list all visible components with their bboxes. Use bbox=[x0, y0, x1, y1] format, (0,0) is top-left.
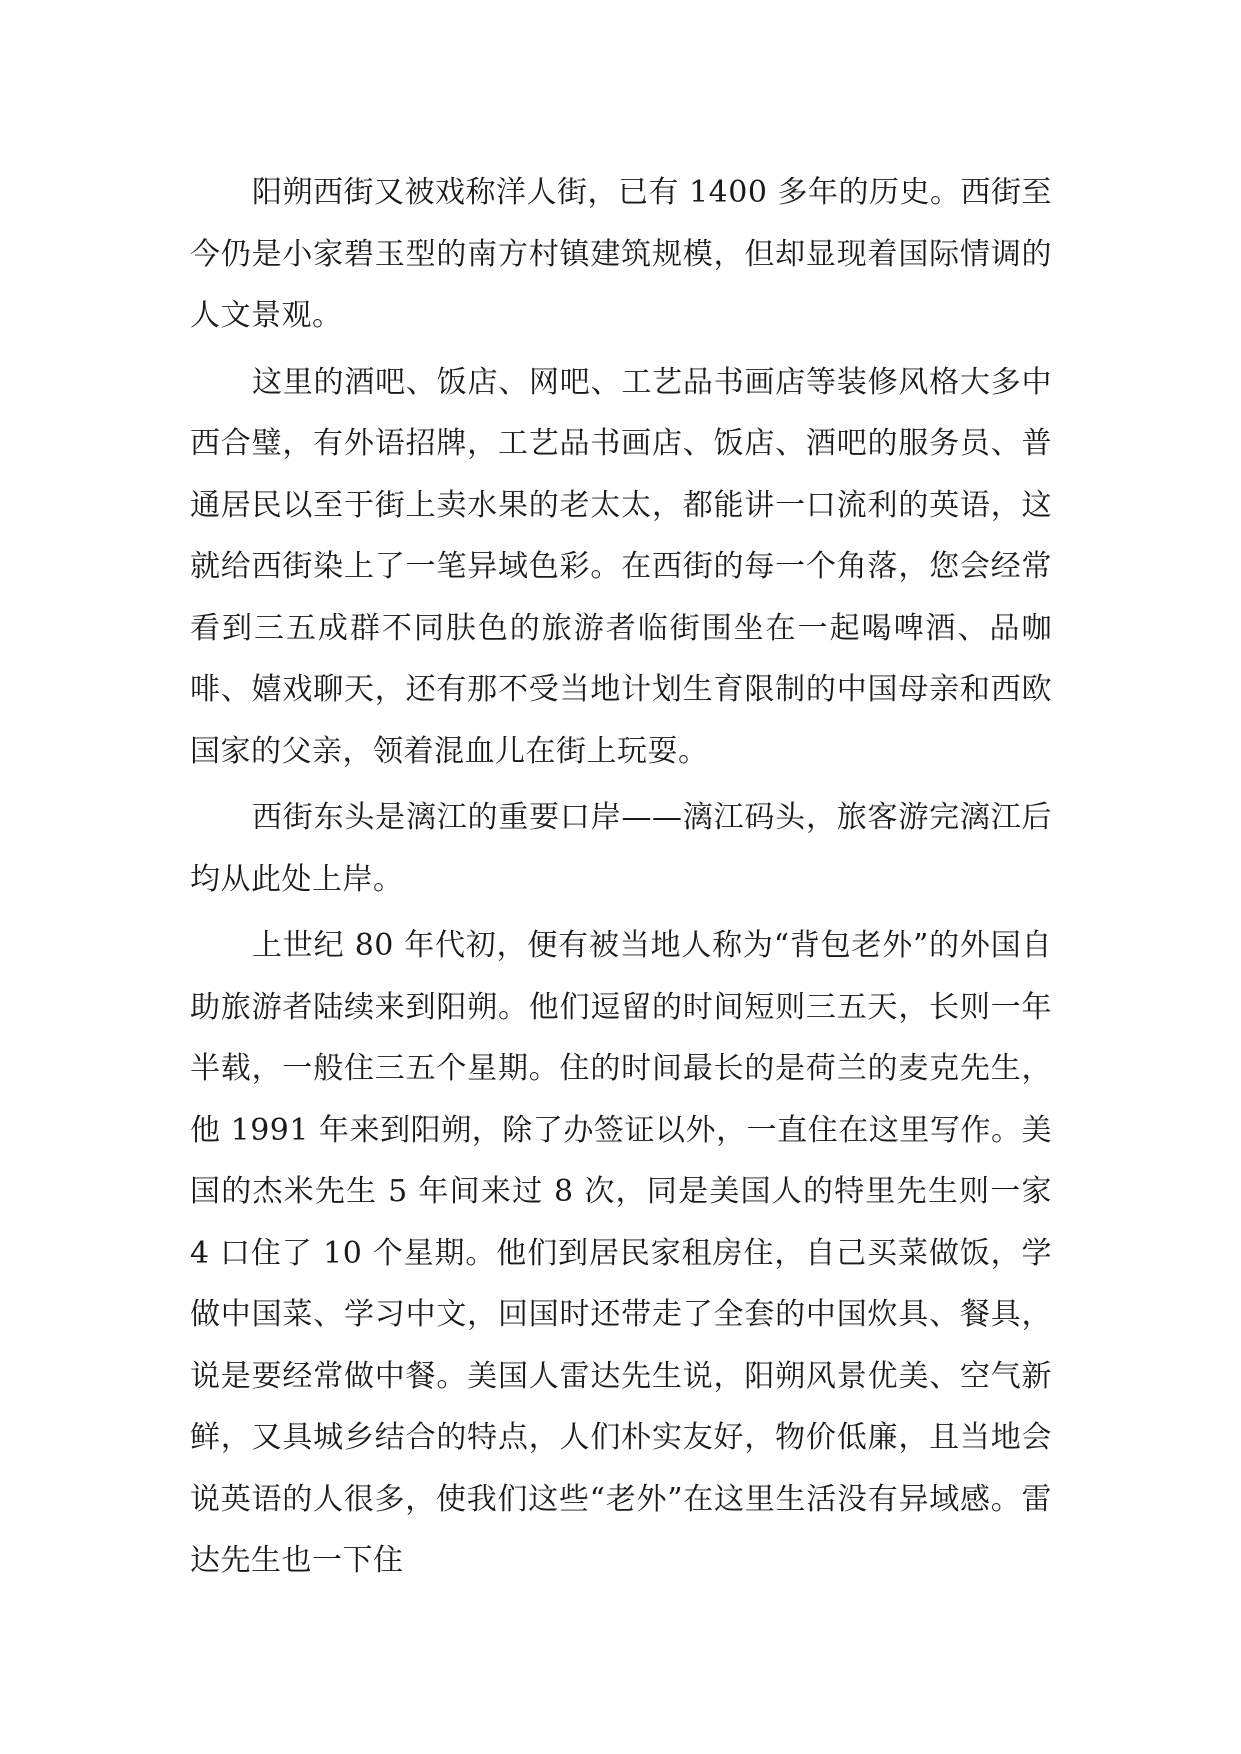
paragraph-1: 阳朔西街又被戏称洋人街，已有 1400 多年的历史。西街至今仍是小家碧玉型的南方村镇建筑规模，但却显现着国际情调的人文景观。 bbox=[190, 175, 1052, 333]
paragraph-3: 西街东头是漓江的重要口岸——漓江码头，旅客游完漓江后均从此处上岸。 bbox=[190, 800, 1052, 897]
paragraph-4: 上世纪 80 年代初，便有被当地人称为“背包老外”的外国自助旅游者陆续来到阳朔。他们逗留的时间短则三五天，长则一年半载，一般住三五个星期。住的时间最长的是荷兰的麦克先生，他 1991 年来到阳朔，除了办签证以外，一直住在这里写作。美国的杰米先生 5 年间来过 8 次，同是美国人的特里先生则一家 4 口住了 10 个星期。他们到居民家租房住，自己买菜做饭，学做中国菜、学习中文，回国时还带走了全套的中国炊具、餐具，说是要经常做中餐。美国人雷达先生说，阳朔风景优美、空气新鲜，又具城乡结合的特点，人们朴实友好，物价低廉，且当地会说英语的人很多，使我们这些“老外”在这里生活没有异域感。雷达先生也一下住 bbox=[190, 928, 1052, 1578]
document-body bbox=[190, 162, 1052, 1592]
paragraph-2: 这里的酒吧、饭店、网吧、工艺品书画店等装修风格大多中西合璧，有外语招牌，工艺品书画店、饭店、酒吧的服务员、普通居民以至于街上卖水果的老太太，都能讲一口流利的英语，这就给西街染上了一笔异域色彩。在西街的每一个角落，您会经常看到三五成群不同肤色的旅游者临街围坐在一起喝啤酒、品咖啡、嬉戏聊天，还有那不受当地计划生育限制的中国母亲和西欧国家的父亲，领着混血儿在街上玩耍。 bbox=[190, 364, 1052, 769]
